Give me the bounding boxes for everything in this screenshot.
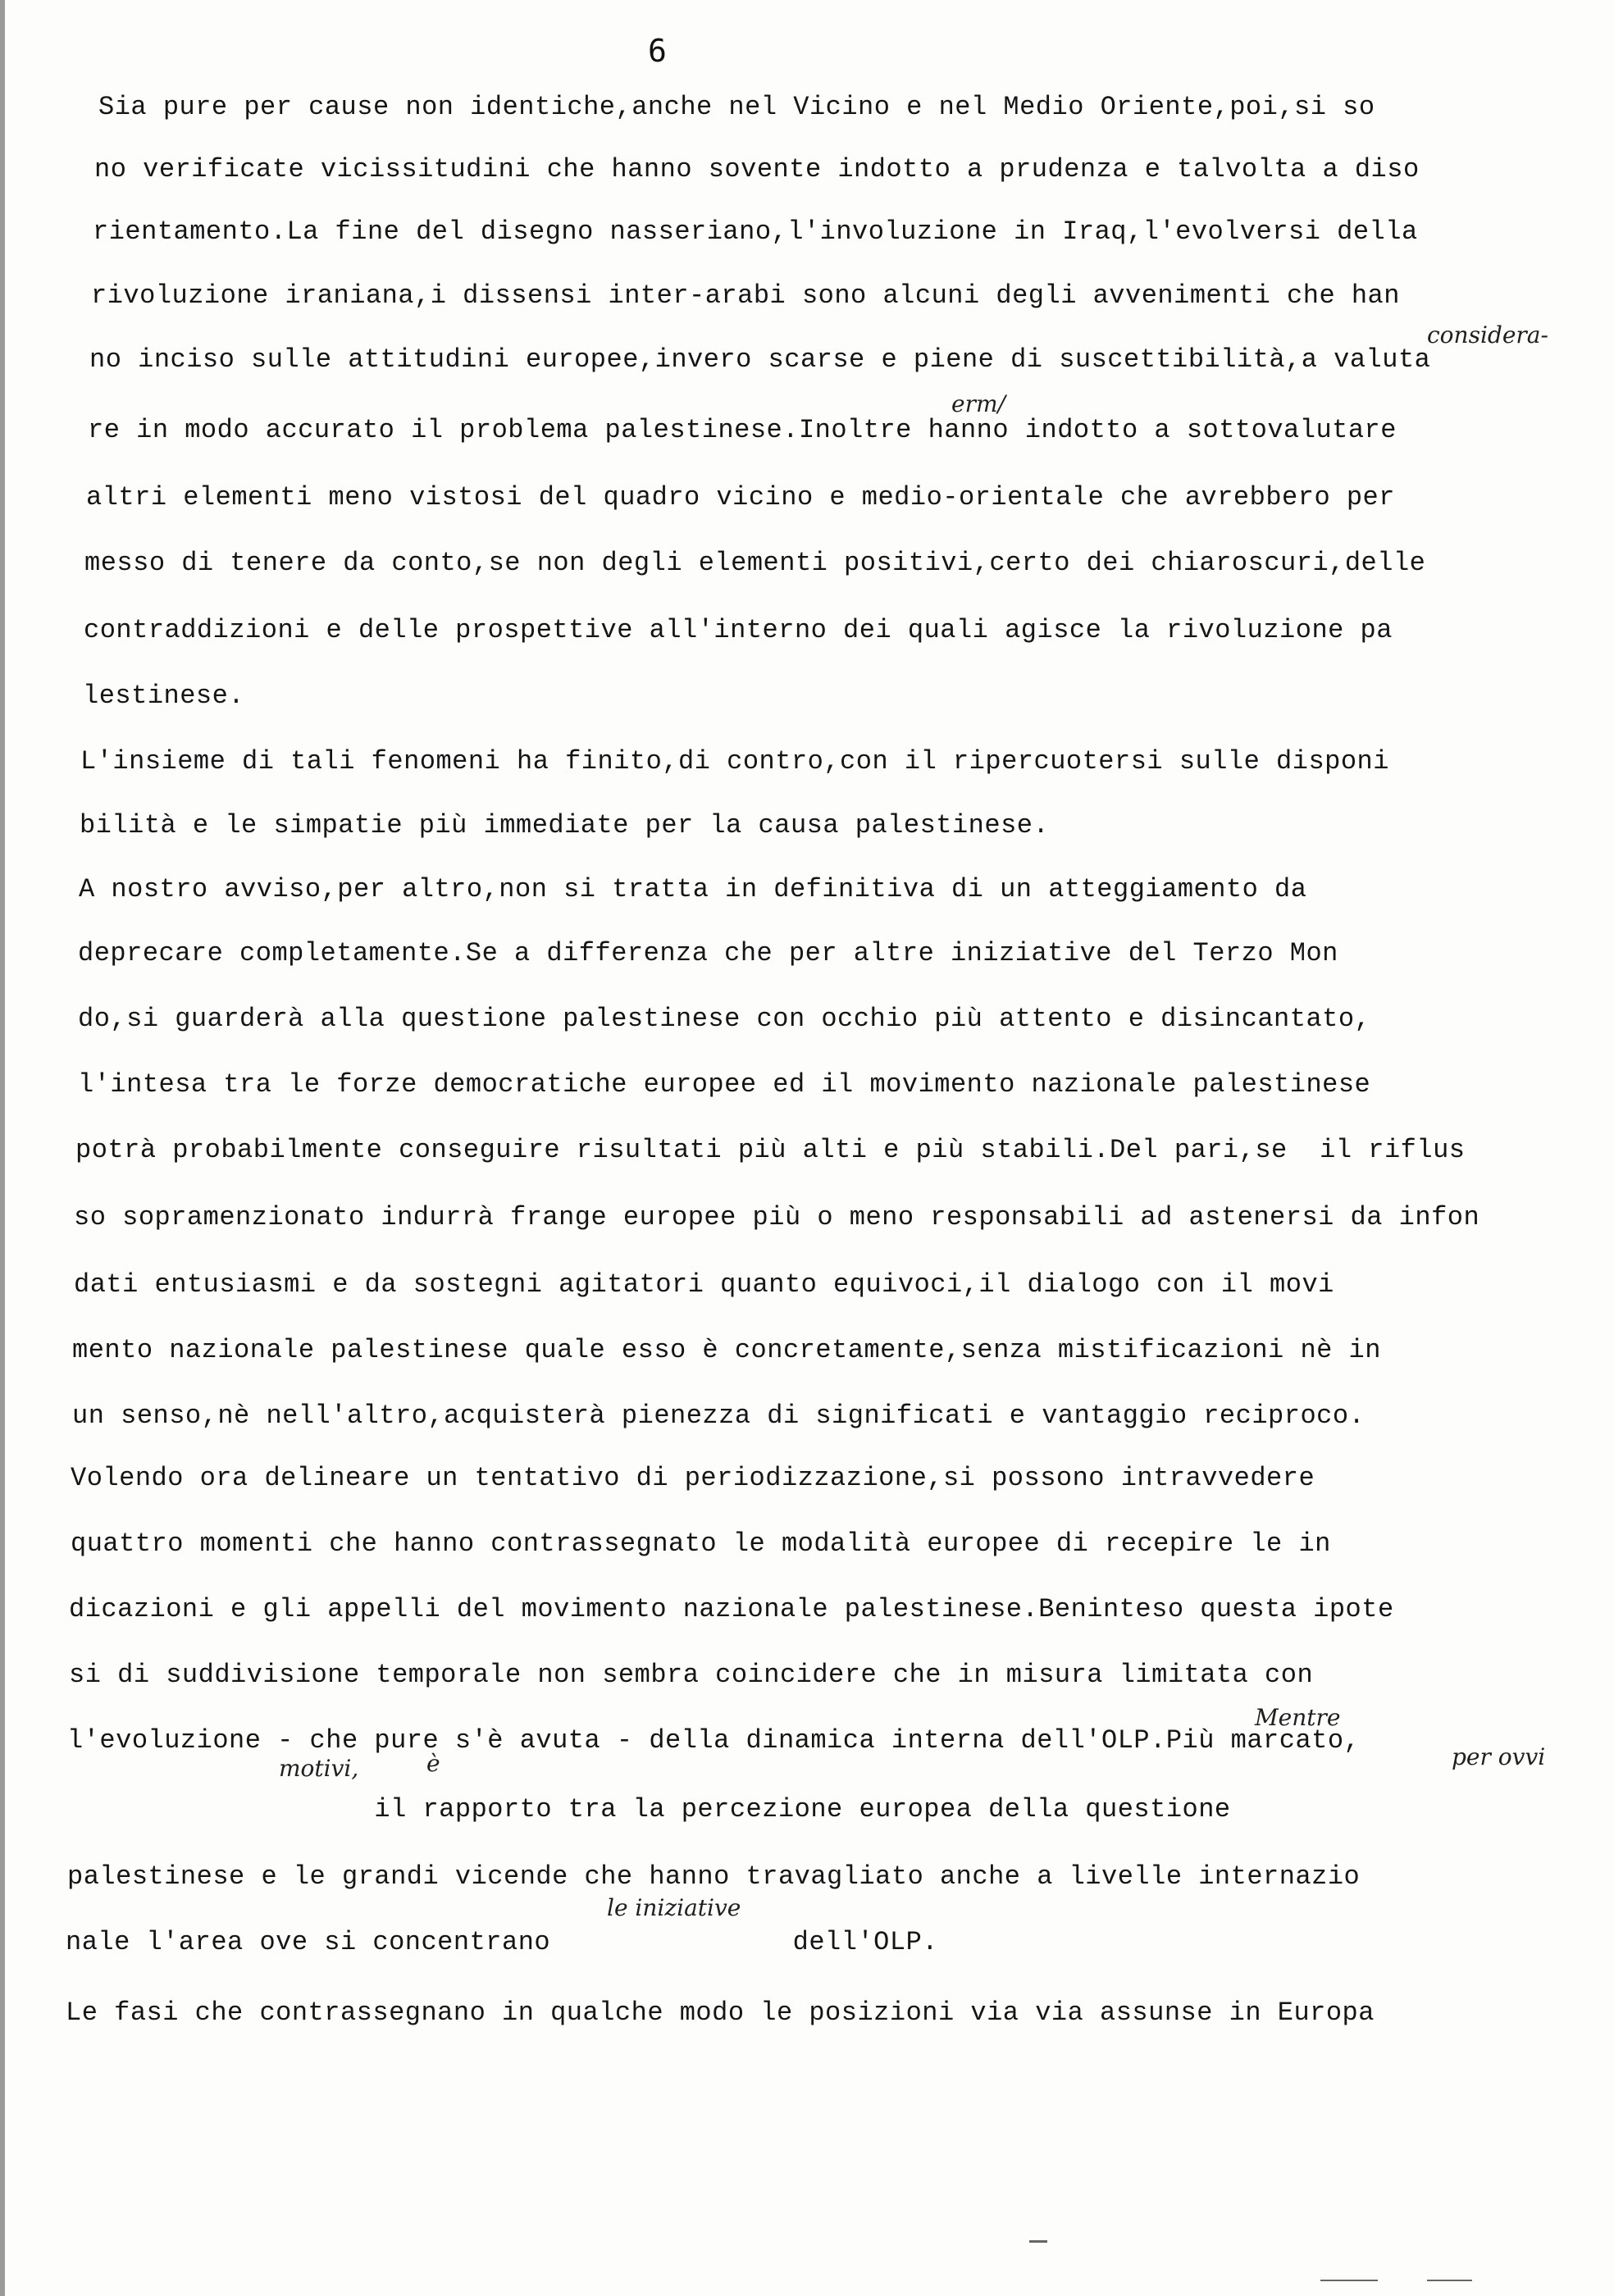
handwritten-note: considera- xyxy=(1427,321,1548,348)
scan-speck xyxy=(1427,2280,1472,2281)
text-line: no verificate vicissitudini che hanno sovente indotto a prudenza e talvolta a diso xyxy=(94,154,1420,184)
text-line: un senso,nè nell'altro,acquisterà pienezza di significati e vantaggio reciproco. xyxy=(72,1401,1366,1431)
text-line: dicazioni e gli appelli del movimento nazionale palestinese.Beninteso questa ipote xyxy=(69,1594,1394,1624)
text-line: l'evoluzione - che pure s'è avuta - della dinamica interna dell'OLP.Più marcato, xyxy=(67,1725,1361,1756)
text-line: so sopramenzionato indurrà frange europee più o meno responsabili ad astenersi da infon xyxy=(74,1202,1480,1232)
text-line: potrà probabilmente conseguire risultati più alti e più stabili.Del pari,se il riflus xyxy=(75,1135,1466,1165)
text-line: il rapporto tra la percezione europea della questione xyxy=(67,1794,1231,1824)
handwritten-note: Mentre xyxy=(1255,1704,1341,1731)
handwritten-note: per ovvi xyxy=(1452,1743,1546,1770)
handwritten-note: erm/ xyxy=(951,390,1005,417)
scan-edge xyxy=(0,0,5,2296)
text-line: L'insieme di tali fenomeni ha finito,di contro,con il ripercuotersi sulle disponi xyxy=(80,746,1389,777)
handwritten-note: motivi, xyxy=(279,1755,359,1782)
text-line: Le fasi che contrassegnano in qualche modo le posizioni via via assunse in Europa xyxy=(66,1998,1375,2028)
page-number: 6 xyxy=(648,33,667,69)
text-line: bilità e le simpatie più immediate per la causa palestinese. xyxy=(80,810,1050,840)
text-line: rivoluzione iraniana,i dissensi inter-arabi sono alcuni degli avvenimenti che han xyxy=(91,280,1400,311)
text-line: mento nazionale palestinese quale esso è concretamente,senza mistificazioni nè in xyxy=(72,1335,1381,1365)
text-line: palestinese e le grandi vicende che hanno travagliato anche a livelle internazio xyxy=(67,1861,1361,1892)
text-line: lestinese. xyxy=(83,681,245,711)
text-line: si di suddivisione temporale non sembra coincidere che in misura limitata con xyxy=(69,1660,1314,1690)
text-line: Volendo ora delineare un tentativo di periodizzazione,si possono intravvedere xyxy=(71,1463,1315,1493)
text-line: dati entusiasmi e da sostegni agitatori quanto equivoci,il dialogo con il movi xyxy=(74,1269,1334,1300)
handwritten-note: le iniziative xyxy=(607,1894,741,1921)
handwritten-note: è xyxy=(426,1750,440,1777)
text-line: A nostro avviso,per altro,non si tratta in definitiva di un atteggiamento da xyxy=(79,874,1307,904)
text-line: do,si guarderà alla questione palestinese con occhio più attento e disincantato, xyxy=(78,1004,1371,1034)
text-line: quattro momenti che hanno contrassegnato le modalità europee di recepire le in xyxy=(71,1528,1331,1559)
scan-speck xyxy=(1029,2240,1047,2243)
text-line: re in modo accurato il problema palestinese.Inoltre hanno indotto a sottovalutare xyxy=(88,415,1397,445)
text-line: messo di tenere da conto,se non degli elementi positivi,certo dei chiaroscuri,delle xyxy=(84,548,1426,578)
scan-speck xyxy=(1320,2280,1378,2281)
text-line: altri elementi meno vistosi del quadro vicino e medio-orientale che avrebbero per xyxy=(86,482,1395,512)
text-line: nale l'area ove si concentrano dell'OLP. xyxy=(66,1927,938,1957)
text-line: l'intesa tra le forze democratiche europee ed il movimento nazionale palestinese xyxy=(78,1069,1371,1100)
text-line: rientamento.La fine del disegno nasseriano,l'involuzione in Iraq,l'evolversi della xyxy=(93,216,1418,247)
text-line: Sia pure per cause non identiche,anche nel Vicino e nel Medio Oriente,poi,si so xyxy=(98,92,1375,122)
text-line: contraddizioni e delle prospettive all'interno dei quali agisce la rivoluzione pa xyxy=(84,615,1393,645)
text-line: no inciso sulle attitudini europee,invero scarse e piene di suscettibilità,a valuta xyxy=(89,344,1431,375)
text-line: deprecare completamente.Se a differenza che per altre iniziative del Terzo Mon xyxy=(78,938,1338,968)
